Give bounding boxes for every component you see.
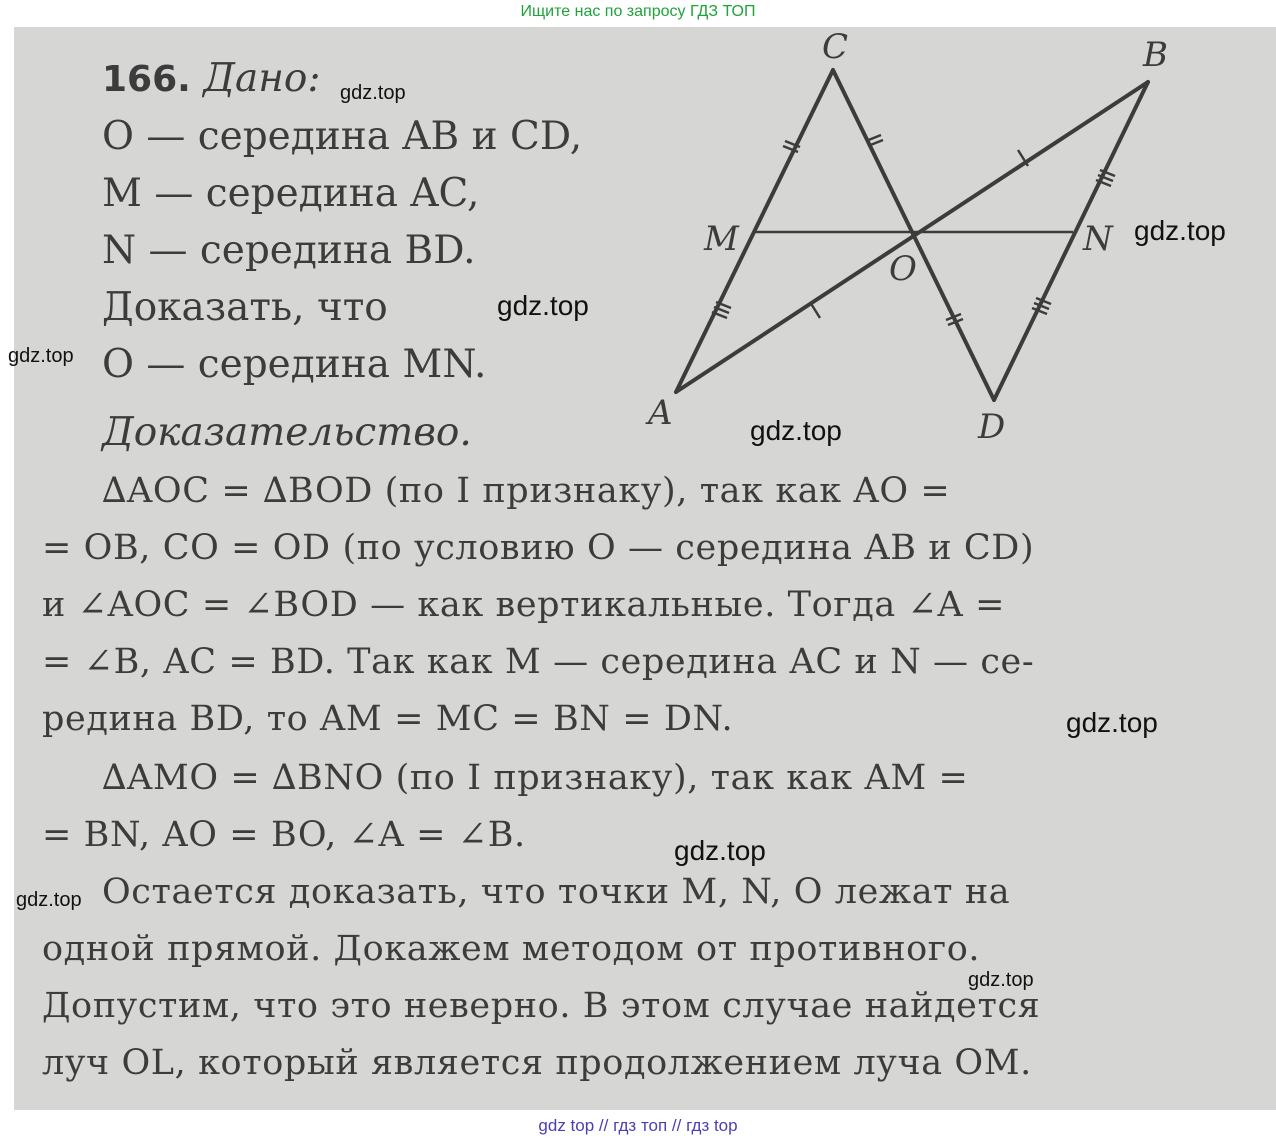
- given-title: Дано:: [203, 56, 321, 101]
- proof-line: = BN, AO = BO, ∠A = ∠B.: [42, 815, 526, 855]
- given-line: O — середина AB и CD,: [102, 114, 583, 159]
- tick-mark: [810, 302, 820, 318]
- point-label-c: C: [822, 27, 849, 67]
- proof-title: Доказательство.: [102, 410, 472, 455]
- point-label-a: A: [648, 393, 673, 433]
- watermark: gdz.top: [750, 415, 842, 446]
- proof-line: луч OL, который является продолжением луча OM.: [42, 1043, 1032, 1083]
- watermark: gdz.top: [8, 345, 74, 367]
- point-label-d: D: [978, 407, 1006, 447]
- segment-bd: [994, 82, 1148, 400]
- proof-line: = OB, CO = OD (по условию O — середина AB и CD): [42, 528, 1035, 568]
- proof-line: ∆AOC = ∆BOD (по I признаку), так как AO =: [102, 471, 951, 511]
- proof-line: Допустим, что это неверно. В этом случае найдется: [42, 986, 1041, 1026]
- problem-number: 166.: [102, 59, 191, 100]
- proof-line: и ∠AOC = ∠BOD — как вертикальные. Тогда ∠A =: [42, 585, 1005, 625]
- watermark: gdz.top: [1134, 215, 1226, 246]
- point-label-b: B: [1143, 35, 1168, 75]
- point-label-n: N: [1083, 219, 1113, 259]
- given-line: O — середина MN.: [102, 342, 487, 387]
- watermark: gdz.top: [968, 969, 1034, 991]
- given-line: Доказать, что: [102, 285, 388, 330]
- given-line: N — середина BD.: [102, 228, 476, 273]
- proof-line: Остается доказать, что точки M, N, O лежат на: [102, 872, 1011, 912]
- footer-links[interactable]: gdz top // гдз топ // гдз top: [538, 1116, 738, 1135]
- point-label-m: M: [704, 219, 739, 259]
- proof-line: = ∠B, AC = BD. Так как M — середина AC и N — се-: [42, 642, 1035, 682]
- top-banner[interactable]: Ищите нас по запросу ГДЗ ТОП: [520, 3, 756, 20]
- watermark: gdz.top: [16, 889, 82, 911]
- proof-line: редина BD, то AM = MC = BN = DN.: [42, 699, 734, 739]
- watermark: gdz.top: [497, 290, 589, 321]
- watermark: gdz.top: [340, 82, 406, 104]
- given-line: M — середина AC,: [102, 171, 480, 216]
- watermark: gdz.top: [674, 835, 766, 866]
- watermark: gdz.top: [1066, 707, 1158, 738]
- proof-line: ∆AMO = ∆BNO (по I признаку), так как AM =: [102, 758, 969, 798]
- segment-cd: [833, 70, 994, 400]
- point-label-o: O: [889, 249, 917, 289]
- segment-ab: [676, 82, 1148, 392]
- proof-line: одной прямой. Докажем методом от противного.: [42, 929, 981, 969]
